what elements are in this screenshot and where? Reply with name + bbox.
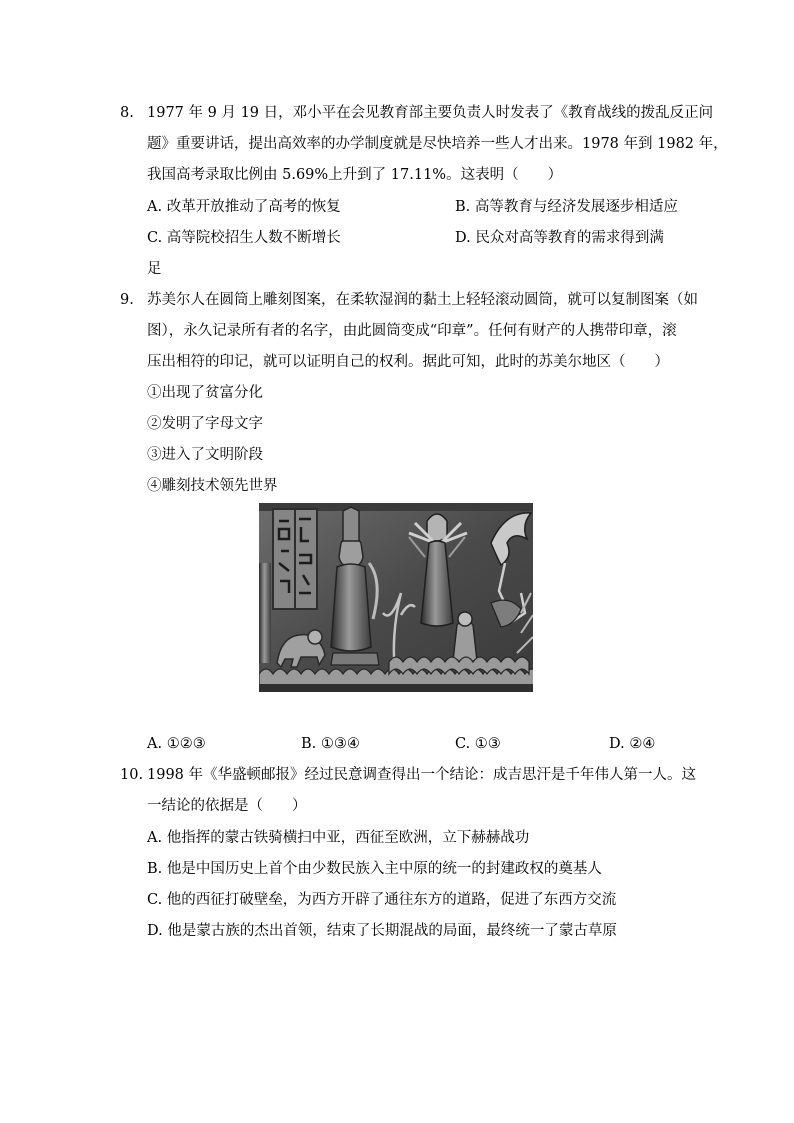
q9-item-2: ②发明了字母文字 xyxy=(147,416,263,432)
q9-option-d: D. ②④ xyxy=(609,736,656,752)
q8-option-d-continued: 足 xyxy=(147,261,162,277)
q10-option-a: A. 他指挥的蒙古铁骑横扫中亚，西征至欧洲，立下赫赫战功 xyxy=(147,830,530,846)
q8-number: 8. xyxy=(120,105,134,121)
q10-number: 10. xyxy=(120,767,144,783)
q10-option-b: B. 他是中国历史上首个由少数民族入主中原的统一的封建政权的奠基人 xyxy=(147,861,602,877)
q9-item-4: ④雕刻技术领先世界 xyxy=(147,478,278,494)
q9-number: 9. xyxy=(120,292,134,308)
q10-option-d: D. 他是蒙古族的杰出首领，结束了长期混战的局面，最终统一了蒙古草原 xyxy=(147,923,617,939)
q9-item-3: ③进入了文明阶段 xyxy=(147,447,263,463)
q10-stem-line-2: 一结论的依据是（ ） xyxy=(147,798,307,814)
q9-stem-line-1: 苏美尔人在圆筒上雕刻图案，在柔软湿润的黏土上轻轻滚动圆筒，就可以复制图案（如 xyxy=(147,292,698,308)
cylinder-seal-photo xyxy=(259,503,533,692)
q9-item-1: ①出现了贫富分化 xyxy=(147,385,263,401)
q8-option-d: D. 民众对高等教育的需求得到满 xyxy=(455,230,664,246)
q9-option-c: C. ①③ xyxy=(455,736,501,752)
q9-stem-line-3: 压出相符的印记，就可以证明自己的权利。据此可知，此时的苏美尔地区（ ） xyxy=(147,354,669,370)
q8-stem-line-2: 题》重要讲话，提出高效率的办学制度就是尽快培养一些人才出来。1978 年到 1982 年， xyxy=(147,136,728,152)
q8-option-a: A. 改革开放推动了高考的恢复 xyxy=(147,199,341,215)
q9-option-b: B. ①③④ xyxy=(301,736,360,752)
q10-option-c: C. 他的西征打破壁垒，为西方开辟了通往东方的道路，促进了东西方交流 xyxy=(147,892,617,908)
q8-stem-line-1: 1977 年 9 月 19 日，邓小平在会见教育部主要负责人时发表了《教育战线的拨乱反正问 xyxy=(147,105,714,121)
q8-stem-line-3: 我国高考录取比例由 5.69%上升到了 17.11%。这表明（ ） xyxy=(147,167,563,183)
q9-stem-line-2: 图），永久记录所有者的名字，由此圆筒变成“印章”。任何有财产的人携带印章，滚 xyxy=(147,323,677,339)
q8-option-c: C. 高等院校招生人数不断增长 xyxy=(147,230,341,246)
q9-option-a: A. ①②③ xyxy=(147,736,206,752)
q10-stem-line-1: 1998 年《华盛顿邮报》经过民意调查得出一个结论：成吉思汗是千年伟人第一人。这 xyxy=(147,767,697,783)
q8-option-b: B. 高等教育与经济发展逐步相适应 xyxy=(455,199,678,215)
